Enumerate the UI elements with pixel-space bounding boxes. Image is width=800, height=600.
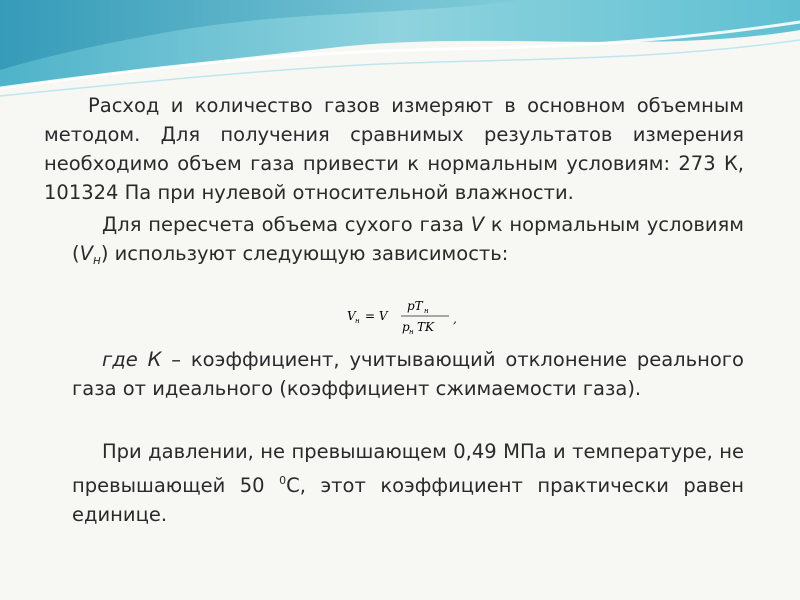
formula-numerator: pT bbox=[407, 299, 423, 313]
formula-lhs-sub: н bbox=[355, 317, 360, 325]
paragraph-coefficient-text: – коэффициент, учитывающий отклонение реального газа от идеального (коэффициент сжимаемости газа). bbox=[72, 348, 744, 400]
paragraph-intro bbox=[44, 91, 744, 207]
variable-vn: V bbox=[79, 242, 93, 265]
formula-denominator-rest: TK bbox=[417, 320, 434, 334]
formula-denominator-p: p bbox=[402, 320, 410, 334]
variable-vn-subscript: н bbox=[92, 253, 101, 267]
formula-tail: , bbox=[453, 312, 457, 326]
paragraph-pressure-text-b: С, этот коэффициент практически равен единице. bbox=[72, 474, 744, 526]
paragraph-conversion-text-c: ) используют следующую зависимость: bbox=[100, 242, 509, 265]
formula-numerator-sub: н bbox=[424, 307, 429, 315]
degree-superscript: 0 bbox=[279, 474, 287, 487]
formula-normal-volume bbox=[345, 296, 475, 340]
formula-lhs: V bbox=[347, 309, 356, 323]
paragraph-coefficient-where: где К bbox=[102, 348, 162, 371]
paragraph-coefficient bbox=[72, 345, 744, 403]
formula-denominator-sub: н bbox=[409, 328, 414, 336]
paragraph-conversion-text-b: к нормальным условиям ( bbox=[72, 213, 744, 265]
variable-v: V bbox=[470, 213, 485, 236]
paragraph-conversion bbox=[72, 210, 744, 275]
paragraph-pressure bbox=[72, 437, 744, 529]
paragraph-pressure-text-a: При давлении, не превышающем 0,49 МПа и температуре, не превышающей 50 bbox=[72, 440, 744, 497]
paragraph-intro-text: Расход и количество газов измеряют в основном объемным методом. Для получения сравнимых результатов измерения необходимо объем газа привести к нормальным условиям: 273 К, 101324 Па при нулевой относительной влажности. bbox=[44, 94, 744, 204]
paragraph-conversion-text-a: Для пересчета объема сухого газа bbox=[102, 213, 471, 236]
formula-eq: = V bbox=[365, 309, 388, 323]
